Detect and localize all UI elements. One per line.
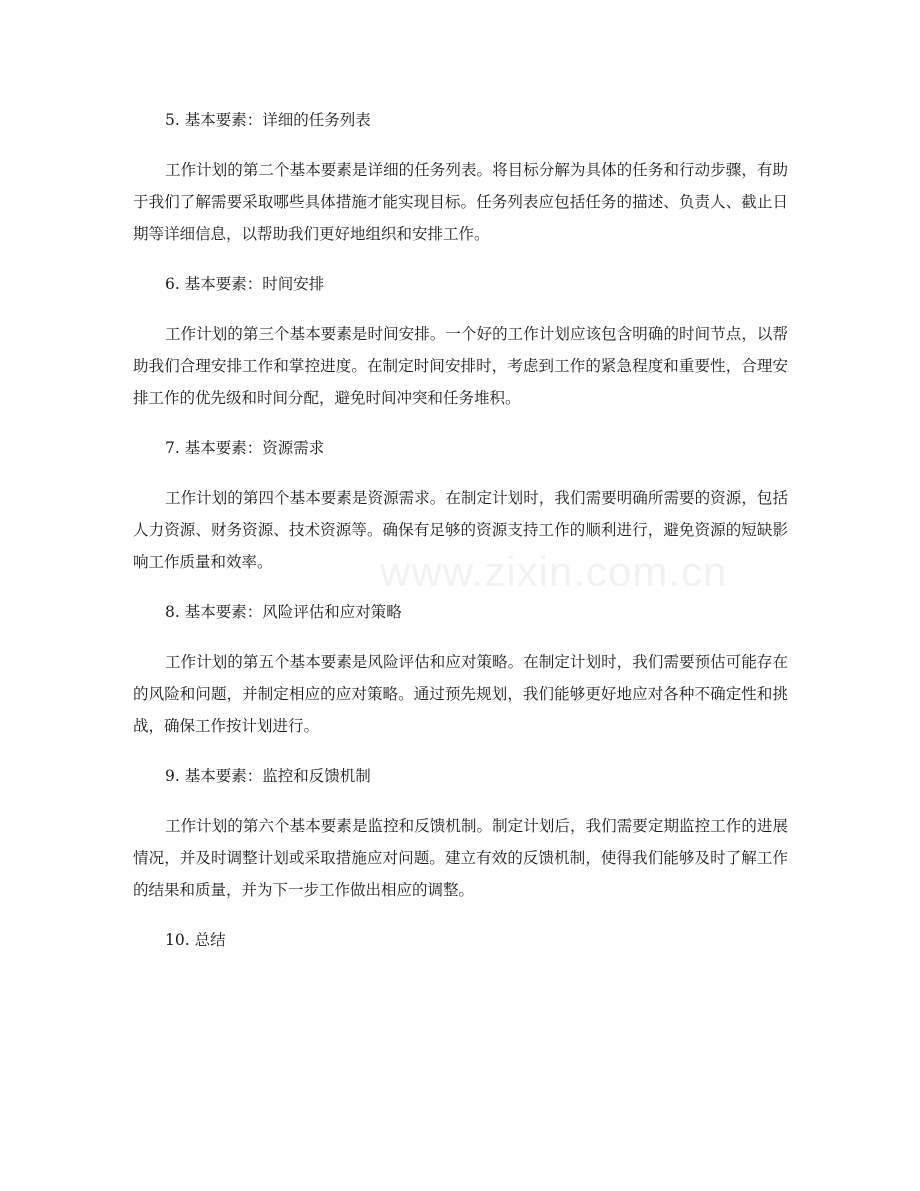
section-body-9: 工作计划的第六个基本要素是监控和反馈机制。制定计划后，我们需要定期监控工作的进展情况，并及时调整计划或采取措施应对问题。建立有效的反馈机制，使得我们能够及时了解工作的结果和质量，并为下一步工作做出相应的调整。 xyxy=(133,817,788,899)
section-heading-8: 8. 基本要素：风险评估和应对策略 xyxy=(165,603,402,621)
section-body-5: 工作计划的第二个基本要素是详细的任务列表。将目标分解为具体的任务和行动步骤，有助于我们了解需要采取哪些具体措施才能实现目标。任务列表应包括任务的描述、负责人、截止日期等详细信息，以帮助我们更好地组织和安排工作。 xyxy=(133,161,788,243)
watermark-text: www.zixin.com.cn xyxy=(380,548,728,595)
section-body-8: 工作计划的第五个基本要素是风险评估和应对策略。在制定计划时，我们需要预估可能存在的风险和问题，并制定相应的应对策略。通过预先规划，我们能够更好地应对各种不确定性和挑战，确保工作按计划进行。 xyxy=(133,653,788,735)
section-heading-10: 10. 总结 xyxy=(165,931,226,949)
section-heading-5: 5. 基本要素：详细的任务列表 xyxy=(165,111,371,129)
section-body-6: 工作计划的第三个基本要素是时间安排。一个好的工作计划应该包含明确的时间节点，以帮助我们合理安排工作和掌控进度。在制定时间安排时，考虑到工作的紧急程度和重要性，合理安排工作的优先级和时间分配，避免时间冲突和任务堆积。 xyxy=(133,325,788,407)
section-heading-7: 7. 基本要素：资源需求 xyxy=(165,439,325,457)
section-body-7: 工作计划的第四个基本要素是资源需求。在制定计划时，我们需要明确所需要的资源，包括人力资源、财务资源、技术资源等。确保有足够的资源支持工作的顺利进行，避免资源的短缺影响工作质量和效率。 xyxy=(133,489,788,571)
document-content xyxy=(133,108,788,974)
section-heading-6: 6. 基本要素：时间安排 xyxy=(165,275,325,293)
section-heading-9: 9. 基本要素：监控和反馈机制 xyxy=(165,767,371,785)
